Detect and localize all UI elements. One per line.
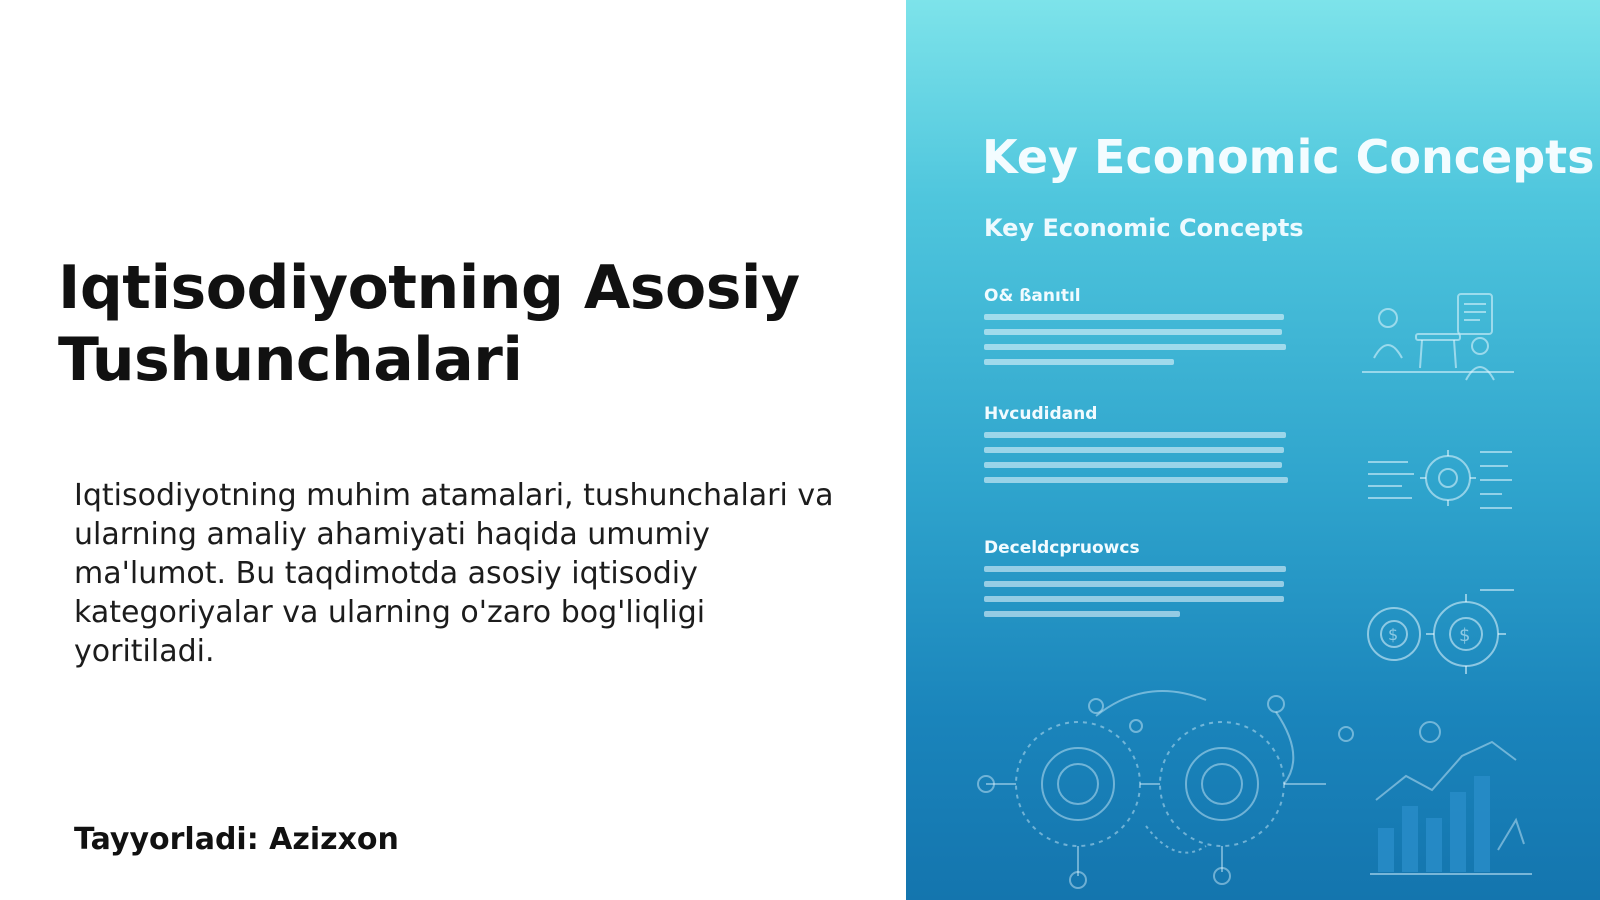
- slide-title: Iqtisodiyotning Asosiy Tushunchalari: [58, 253, 800, 395]
- dollar-gears-icon: [1360, 586, 1520, 676]
- people-meeting-icon: [1358, 288, 1518, 384]
- document-gears-icon: [1362, 438, 1518, 526]
- concept-text-lines: [984, 566, 1294, 617]
- concept-block: [984, 404, 1294, 492]
- network-circles-icon: [976, 676, 1376, 900]
- concept-block: [984, 286, 1294, 374]
- concept-text-lines: [984, 432, 1294, 483]
- illustration-title: Key Economic Concepts: [982, 130, 1595, 184]
- svg-text:$: $: [1388, 625, 1399, 644]
- svg-text:$: $: [1459, 625, 1471, 646]
- concept-text-lines: [984, 314, 1294, 365]
- illustration-panel: [906, 0, 1600, 900]
- concept-heading: Hvcudidand: [984, 404, 1098, 424]
- author-credit: Tayyorladi: Azizxon: [74, 822, 399, 857]
- slide-description: Iqtisodiyotning muhim atamalari, tushunchalari va ularning amaliy ahamiyati haqida umumiy ma'lumot. Bu taqdimotda asosiy iqtisodiy kategoriyalar va ularning o'zaro bog'liqligi yoritiladi.: [74, 478, 834, 669]
- concept-heading: Deceldcpruowcs: [984, 538, 1140, 558]
- bar-chart-icon: [1366, 720, 1536, 880]
- concept-heading: O& ßanıtıl: [984, 286, 1081, 306]
- concept-block: [984, 538, 1294, 626]
- illustration-subtitle: Key Economic Concepts: [984, 214, 1304, 242]
